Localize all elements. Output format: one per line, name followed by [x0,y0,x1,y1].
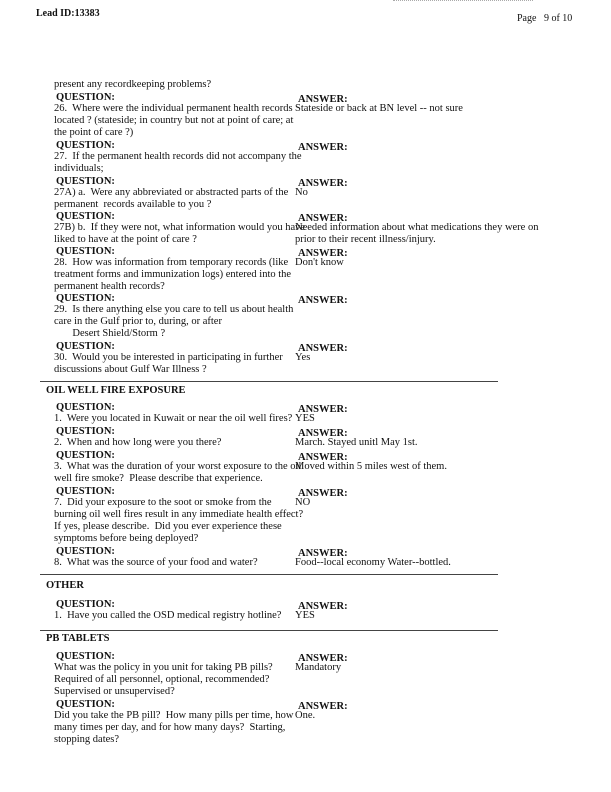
answer-text [295,497,310,509]
question-line: symptoms before being deployed? [54,533,199,544]
answer-label: ANSWER: [298,488,348,499]
answer-line: Stateside or back at BN level -- not sure [295,103,463,114]
question-line: 1. Have you called the OSD medical registry hotline? [54,610,282,621]
question-line: Did you take the PB pill? How many pills per time, how [54,710,294,721]
answer-line: Needed information about what medications they were on [295,222,539,233]
question-line: 8. What was the source of your food and water? [54,557,258,568]
answer-line: One. [295,710,316,721]
question-label: QUESTION: [56,486,115,497]
question-text [54,497,303,545]
answer-label: ANSWER: [298,404,348,415]
answer-label: ANSWER: [298,701,348,712]
question-label: QUESTION: [56,246,115,257]
question-line: 30. Would you be interested in participating in further [54,352,283,363]
question-line: 27B) b. If they were not, what information would you have [54,222,306,233]
question-text [54,710,293,746]
lead-id: Lead ID:13383 [36,8,100,19]
question-label: QUESTION: [56,176,115,187]
question-text [54,151,302,175]
question-text [54,437,221,449]
question-line: 27A) a. Were any abbreviated or abstracted parts of the [54,187,289,198]
answer-line: March. Stayed unitl May 1st. [295,437,418,448]
answer-text [295,437,417,449]
answer-text [295,461,447,473]
section-title-pb-tablets: PB TABLETS [46,633,110,644]
section-divider [40,574,498,575]
question-line: 27. If the permanent health records did not accompany the [54,151,302,162]
question-text [54,103,293,139]
question-label: QUESTION: [56,546,115,557]
answer-line: Don't know [295,257,344,268]
question-label: QUESTION: [56,651,115,662]
answer-label: ANSWER: [298,548,348,559]
question-label: QUESTION: [56,140,115,151]
question-line: What was the policy in you unit for taking PB pills? [54,662,273,673]
question-line: Required of all personnel, optional, recommended? [54,674,270,685]
answer-line: YES [295,610,315,621]
question-line: permanent records available to you ? [54,199,212,210]
question-text [54,304,293,340]
question-text [54,557,258,569]
answer-label: ANSWER: [298,653,348,664]
question-label: QUESTION: [56,450,115,461]
question-label: QUESTION: [56,211,115,222]
answer-label: ANSWER: [298,142,348,153]
question-text [54,257,291,293]
question-line: the point of care ?) [54,127,134,138]
answer-line: Food--local economy Water--bottled. [295,557,451,568]
answer-text [295,257,344,269]
question-line: stopping dates? [54,734,120,745]
question-text [54,662,273,698]
scan-artifact [393,0,533,2]
question-line: 29. Is there anything else you care to tell us about health [54,304,294,315]
question-label: QUESTION: [56,293,115,304]
section-divider [40,630,498,631]
question-line: care in the Gulf prior to, during, or after [54,316,222,327]
section-divider [40,381,498,382]
answer-line: YES [295,413,315,424]
question-label: QUESTION: [56,426,115,437]
question-line: 3. What was the duration of your worst exposure to the oil [54,461,302,472]
question-line: burning oil well fires result in any immediate health effect? [54,509,304,520]
answer-label: ANSWER: [298,178,348,189]
answer-line: prior to their recent illness/injury. [295,234,436,245]
question-line: 28. How was information from temporary records (like [54,257,289,268]
question-line: 7. Did your exposure to the soot or smoke from the [54,497,272,508]
question-label: QUESTION: [56,402,115,413]
answer-label: ANSWER: [298,213,348,224]
answer-text [295,222,538,246]
question-line: permanent health records? [54,281,165,292]
question-text [54,610,281,622]
answer-label: ANSWER: [298,248,348,259]
answer-line: No [295,187,308,198]
question-line: discussions about Gulf War Illness ? [54,364,207,375]
answer-label: ANSWER: [298,295,348,306]
question-label: QUESTION: [56,92,115,103]
answer-text [295,710,315,722]
question-text [54,222,305,246]
question-line: individuals; [54,163,104,174]
question-line: 26. Where were the individual permanent health records [54,103,293,114]
question-line: 1. Were you located in Kuwait or near the oil well fires? [54,413,293,424]
question-label: QUESTION: [56,599,115,610]
answer-label: ANSWER: [298,94,348,105]
answer-text [295,352,310,364]
question-line: Desert Shield/Storm ? [54,328,166,339]
continuation-text: present any recordkeeping problems? [54,79,212,90]
question-line: 2. When and how long were you there? [54,437,222,448]
question-line: many times per day, and for how many days? Starting, [54,722,286,733]
answer-line: Moved within 5 miles west of them. [295,461,447,472]
question-text [54,352,283,376]
question-label: QUESTION: [56,341,115,352]
answer-label: ANSWER: [298,343,348,354]
answer-line: NO [295,497,311,508]
answer-text [295,413,315,425]
answer-label: ANSWER: [298,601,348,612]
answer-text [295,103,463,115]
section-title-other: OTHER [46,580,84,591]
answer-line: Yes [295,352,311,363]
question-text [54,461,301,485]
answer-label: ANSWER: [298,452,348,463]
answer-line: Mandatory [295,662,342,673]
question-line: treatment forms and immunization logs) entered into the [54,269,292,280]
question-line: liked to have at the point of care ? [54,234,197,245]
answer-text [295,187,308,199]
question-text [54,187,288,211]
question-line: If yes, please describe. Did you ever experience these [54,521,282,532]
question-line: Supervised or unsupervised? [54,686,175,697]
answer-label: ANSWER: [298,428,348,439]
question-line: located ? (stateside; in country but not at point of care; at [54,115,294,126]
question-label: QUESTION: [56,699,115,710]
question-line: well fire smoke? Please describe that experience. [54,473,263,484]
answer-text [295,610,315,622]
answer-text [295,557,451,569]
section-title-oil-well: OIL WELL FIRE EXPOSURE [46,385,186,396]
question-text [54,413,292,425]
answer-text [295,662,341,674]
page-number: Page 9 of 10 [517,13,573,24]
